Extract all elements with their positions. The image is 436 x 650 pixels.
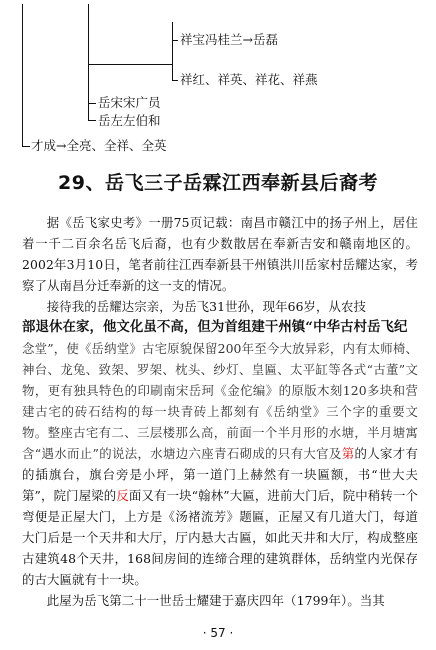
tree-node-row1: 祥宝冯桂兰→岳磊	[180, 32, 278, 47]
tree-line	[22, 146, 30, 147]
paragraph-2e-text: 面又有一块“翰林”大匾，进前大门后，院中稍转一个弯便是正屋大门，上方是《汤褚流芳》题匾，正屋又有几道大门，每道大门后是一个天井和大厅，厅内悬大古匾，如此天井和大厅，构成整座古建筑48个天井，168间房间的连缔合理的建筑群体，岳纳堂内光保存的古大匾就有十一块。	[22, 488, 418, 587]
tree-line	[172, 40, 178, 41]
red-char-2: 反	[116, 488, 129, 503]
tree-line	[88, 103, 96, 104]
tree-line	[88, 120, 96, 121]
tree-node-row3: 岳宋宋广员	[98, 95, 161, 110]
tree-line	[172, 22, 173, 80]
tree-node-row2: 祥红、祥英、祥花、祥燕	[180, 72, 318, 87]
paragraph-2a: 接待我的岳耀达宗亲，为岳飞31世孙，现年66岁，从农技	[46, 299, 367, 314]
tree-node-row4: 岳左左伯和	[98, 113, 161, 128]
paragraph-2c-text: 念堂”，使《岳纳堂》古宅原貌保留200年至今大放异彩，内有太师椅、神台、龙兔、致架、罗架、枕头、纱灯、皇匾、太平缸等各式“古董”文物，更有独具特色的印刷南宋岳珂《金佗编》的原版木刻120多块和营建古宅的砖石结构的每一块青砖上都刻有《岳纳堂》三个字的重要文物。整座古宅有二、三层楼那么高，前面一个半月形的水塘，半月塘寓含“遇水而止”的说法，水塘边六座青石砌成的只有大官及	[22, 341, 418, 461]
tree-line	[22, 4, 23, 146]
article-body	[22, 212, 418, 611]
page-number: · 57 ·	[202, 626, 234, 640]
paragraph-2b: 部退休在家，他文化虽不高，但为首组建干州镇“中华古村岳飞纪	[22, 319, 408, 335]
red-char-1: 第	[341, 446, 355, 461]
section-heading: 29、岳飞三子岳霖江西奉新县后裔考	[58, 172, 378, 194]
paragraph-2c	[22, 338, 418, 590]
tree-node-row5: 才成→全亮、全祥、全英	[31, 138, 167, 153]
tree-line	[172, 80, 178, 81]
tree-line	[88, 64, 172, 65]
paragraph-1: 据《岳飞家史考》一册75页记载：南昌市赣江中的扬子州上，居住着一千二百余名岳飞后裔，也有少数散居在奉新吉安和赣南地区的。2002年3月10日，笔者前往江西奉新县干州镇洪川岳家村岳耀达家，考察了从南昌分迁奉新的这一支的情况。	[22, 215, 418, 293]
paragraph-3: 此屋为岳飞第二十一世岳士耀建于嘉庆四年（1799年）。当其	[46, 593, 385, 608]
family-tree	[0, 0, 436, 160]
paragraph-2d-text: 的人家才有的插旗台，旗台旁是小坪，第一道门上赫然有一块匾额，书“世大夫第”，院门屋梁的	[22, 446, 418, 503]
